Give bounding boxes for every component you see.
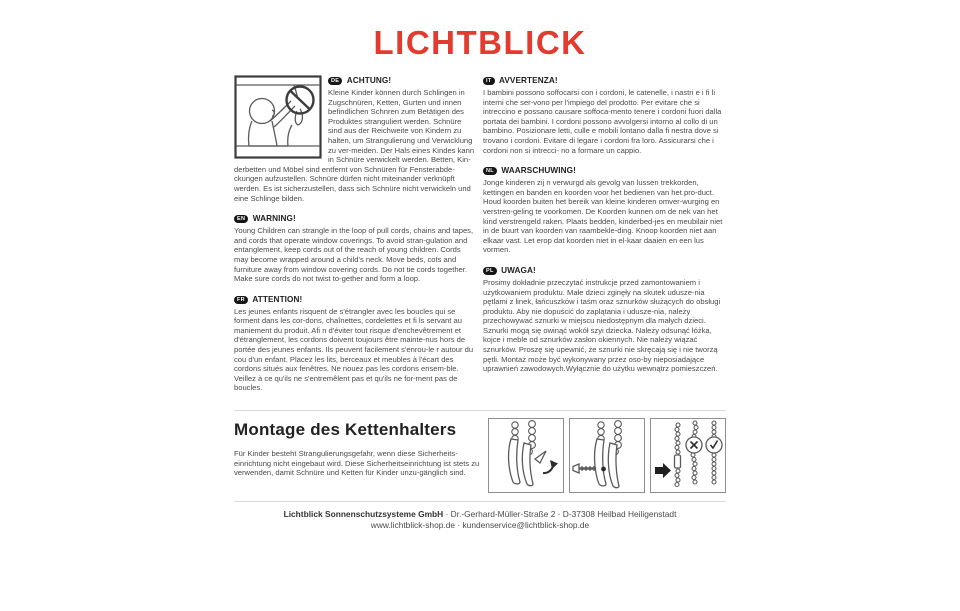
- section-body-nl: Jonge kinderen zij n verwurgd als gevolg van lussen trekkorden, kettingen en banden en koorden voor het bedienen van het pro-duct. Houd koorden buiten het bereik van kleine kinderen omver-wurging en verstren-geling te voorkomen. De Koorden kunnen om de nek van het kind verstrengeld raken. Plaats bedden, kinderbed-jes en meubilair niet in de buurt van koorden van raambekle-ding. Knoop koorden niet aan elkaar vast. Let erop dat koorden niet in el-kaar daaien en een lus vormen.: [483, 178, 723, 255]
- document-content: [234, 74, 726, 531]
- brand-logo: LICHTBLICK: [373, 24, 587, 61]
- section-body-en: Young Children can strangle in the loop of pull cords, chains and tapes, and cords that operate window coverings. To avoid stran-gulation and entanglement, keep cords out of the reach of young children. Cords may become wrapped around a child's neck. Move beds, cots and furniture away from window covering cords. Do not tie cords together. Make sure cords do not twist to-gether and form a loop.: [234, 226, 474, 284]
- footer-address: · Dr.-Gerhard-Müller-Straße 2 · D-37308 Heilbad Heiligenstadt: [445, 509, 677, 520]
- warning-section-de: [234, 74, 477, 203]
- section-body-pl: Prosimy dokładnie przeczytać instrukcje przed zamontowaniem i użytkowaniem produktu. Małe dzieci zginęły na skutek udusze-nia pętlami z linek, łańcuszków i taśm oraz sznurków służących do obsługi produktu. Aby nie dopuścić do zaplątania i udusze-nia, należy przechowywać sznurki w miejscu niedostępnym dla małych dzieci. Sznurki mogą się owinąć wokół szyi dziecka. Należy odsunąć łóżka, kojce i meble od sznurków zasłon okiennych. Nie należy wiązać sznurków. Proszę się upewnić, że sznurki nie skręcają się i nie tworzą pętli. Montaż może być wykonywany przez oso-by nieposiadające uprawnień zawodowych.Wyłącznie do użytku wewnątrz pomieszczeń.: [483, 277, 721, 374]
- language-badge-it: IT: [483, 77, 495, 85]
- warning-section-fr: [234, 293, 477, 393]
- warning-section-en: [234, 212, 477, 284]
- warning-section-pl: [483, 264, 726, 374]
- warning-columns: [234, 74, 726, 402]
- step3-chain-tension-check-icon: [650, 418, 726, 493]
- warning-section-nl: [483, 164, 726, 255]
- section-body-fr: Les jeunes enfants risquent de s'étrangler avec les boucles qui se forment dans les cor-dons, chaînettes, cordelettes et fi ls servant au maniement du produit. Afi n d'éviter tout risque d'enchevêtrement et d'étranglement, les cordons doivent toujours être mainte-nus hors de portée des jeunes enfants. Ils peuvent facilement s'enrou-le r autour du cou d'un enfant. Placez les lits, berceaux et meubles à l'écart des cordons situés aux fenêtres. Ne nouez pas les cordons ensem-ble. Veillez à ce qu'ils ne s'entremêlent pas et qu'ils ne for-ment pas de boucles.: [234, 306, 474, 393]
- montage-section: [234, 418, 726, 493]
- section-title-pl: UWAGA!: [501, 265, 536, 275]
- column-right: [483, 74, 726, 402]
- language-badge-nl: NL: [483, 167, 497, 175]
- section-heading-it: [483, 74, 726, 86]
- footer-line1: [234, 509, 726, 520]
- language-badge-de: DE: [328, 77, 342, 85]
- language-badge-en: EN: [234, 215, 248, 223]
- section-title-fr: ATTENTION!: [252, 294, 303, 304]
- montage-body: Für Kinder besteht Strangulierungsgefahr, wenn diese Sicherheits-einrichtung nicht eingebaut wird. Diese Sicherheitseinrichtung ist stets zu verwenden, damit Schnüre und Ketten für Kinder unzu-gänglich sind.: [234, 449, 480, 478]
- section-body-de: Kleine Kinder können durch Schlingen in Zugschnüren, Ketten, Gurten und innen befindlichen Schnren zum Betätigen des Produktes stranguliert werden. Schnüre sind aus der Reichweite von Kindern zu halten, um Strangulierung und Verwicklung zu ver-meiden. Der Hals eines Kindes kann in Schnüre verwickelt werden. Betten, Kin-derbetten und Möbel sind entfernt von Schnüren für Fensterabde-ckungen aufzustellen. Schnüre dürfen nicht miteinander verknüpft werden. Es ist sicherzustellen, dass sich Schnüre nicht verwickeln und eine Schlinge bilden.: [234, 88, 475, 203]
- step2-screw-fixation-icon: [569, 418, 645, 493]
- section-heading-en: [234, 212, 477, 224]
- chain-with-connector: [675, 423, 681, 487]
- warning-section-it: [483, 74, 726, 155]
- section-divider-bottom: [234, 501, 726, 502]
- footer-line2: www.lichtblick-shop.de · kundenservice@lichtblick-shop.de: [370, 520, 590, 531]
- page: [0, 24, 960, 611]
- step1-rotate-chain-holder-icon: [488, 418, 564, 493]
- section-heading-fr: [234, 293, 477, 305]
- chain-taut: [706, 421, 722, 484]
- chain-slack: [686, 421, 702, 484]
- montage-text: [234, 418, 482, 493]
- language-badge-fr: FR: [234, 296, 248, 304]
- column-left: [234, 74, 477, 402]
- strangulation-hazard-illustration-icon: [234, 75, 322, 159]
- footer: [234, 509, 726, 531]
- section-divider-top: [234, 410, 726, 411]
- section-body-it: I bambini possono soffocarsi con i cordoni, le catenelle, i nastri e i fi li interni che ser-vono per l'impiego del prodotto. Per evitare che si intreccino e possano causare soffoca-mento tenere i cordoni fuori dalla portata dei bambini. I cordoni possono avvolgersi intorno al collo di un bambino. Posizionare letti, culle e mobili lontano dalla fi nestra dove si trovano i cordoni. Evitare di legare i cordoni fra loro. Assicurarsi che i cordoni non si intrecci- no a formare un cappio.: [483, 88, 722, 155]
- footer-company: Lichtblick Sonnenschutzsysteme GmbH: [283, 509, 444, 520]
- montage-step-diagrams: [488, 418, 726, 493]
- section-title-en: WARNING!: [252, 214, 296, 224]
- montage-title: Montage des Kettenhalters: [234, 420, 457, 440]
- language-badge-pl: PL: [483, 267, 497, 275]
- step-arrow-icon: [655, 463, 671, 478]
- section-heading-pl: [483, 264, 726, 276]
- section-title-it: AVVERTENZA!: [498, 76, 558, 85]
- section-title-de: ACHTUNG!: [346, 76, 392, 85]
- section-heading-nl: [483, 164, 726, 176]
- section-title-nl: WAARSCHUWING!: [501, 166, 576, 176]
